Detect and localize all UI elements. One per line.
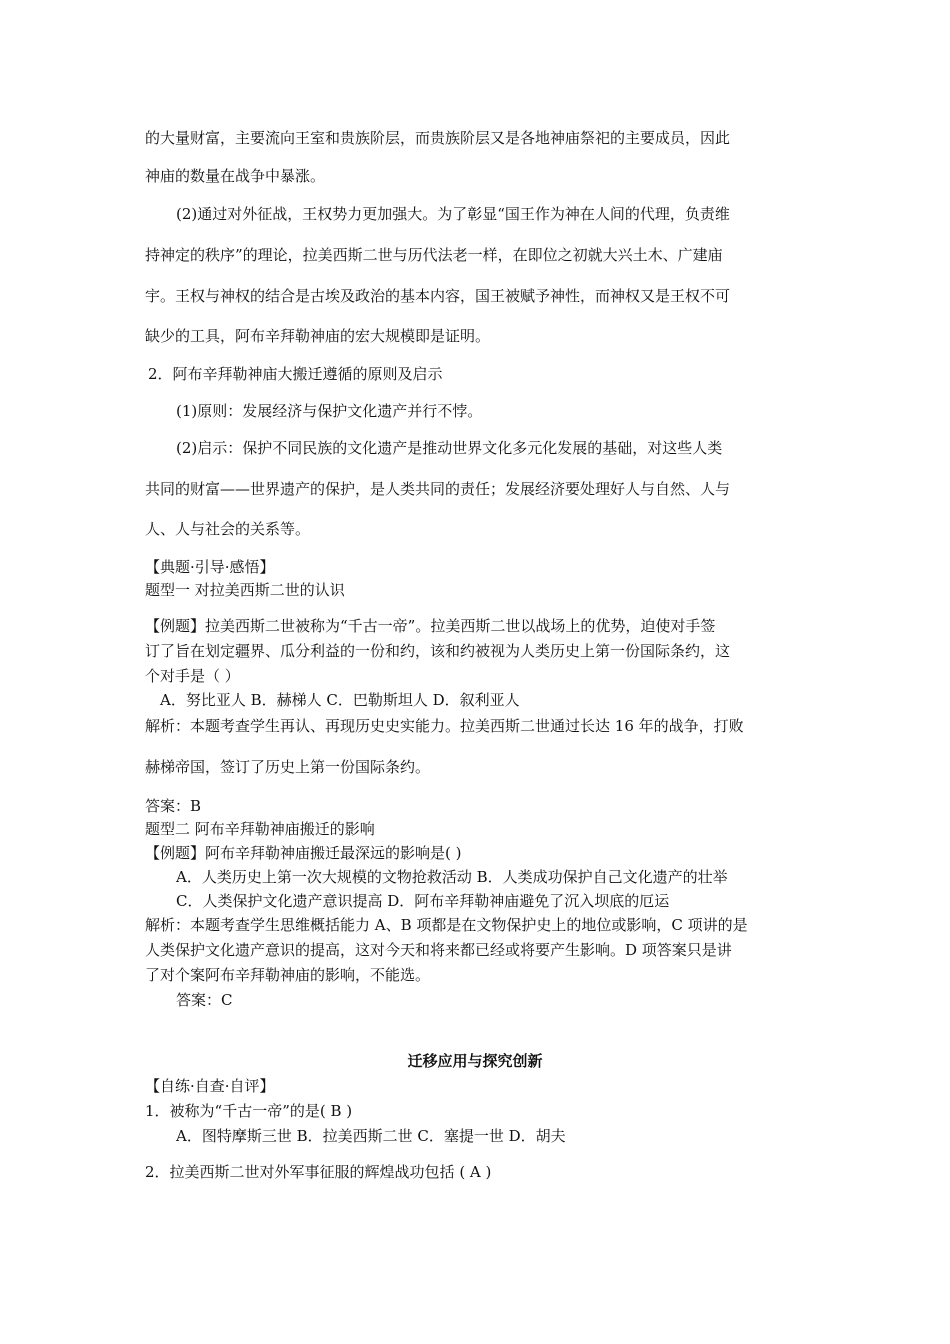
answer-options: C．人类保护文化遗产意识提高 D．阿布辛拜勒神庙避免了沉入坝底的厄运 <box>176 892 670 910</box>
paragraph-line: 的大量财富，主要流向王室和贵族阶层，而贵族阶层又是各地神庙祭祀的主要成员，因此 <box>145 129 731 147</box>
numbered-heading: 2．阿布辛拜勒神庙大搬迁遵循的原则及启示 <box>148 365 443 383</box>
question-text: 【例题】阿布辛拜勒神庙搬迁最深远的影响是( ) <box>145 844 462 862</box>
paragraph-line: 缺少的工具，阿布辛拜勒神庙的宏大规模即是证明。 <box>145 327 491 345</box>
paragraph-line: (2)启示：保护不同民族的文化遗产是推动世界文化多元化发展的基础，对这些人类 <box>176 439 723 457</box>
question-type: 题型一 对拉美西斯二世的认识 <box>145 581 345 599</box>
question-text: 2．拉美西斯二世对外军事征服的辉煌战功包括 ( A ) <box>145 1163 492 1181</box>
paragraph-line: 宇。王权与神权的结合是古埃及政治的基本内容，国王被赋予神性，而神权又是王权不可 <box>145 287 731 305</box>
analysis-text: 人类保护文化遗产意识的提高，这对今天和将来都已经或将要产生影响。D 项答案只是讲 <box>145 941 732 959</box>
answer-text: 答案：C <box>176 991 233 1009</box>
answer-text: 答案：B <box>145 797 202 815</box>
paragraph-line: 共同的财富——世界遗产的保护，是人类共同的责任；发展经济要处理好人与自然、人与 <box>145 480 731 498</box>
answer-options: A．图特摩斯三世 B．拉美西斯二世 C．塞提一世 D．胡夫 <box>176 1127 566 1145</box>
section-label: 【典题·引导·感悟】 <box>145 558 275 576</box>
section-label: 【自练·自查·自评】 <box>145 1077 275 1095</box>
question-text: 个对手是（ ） <box>145 667 240 685</box>
analysis-text: 解析：本题考查学生再认、再现历史史实能力。拉美西斯二世通过长达 16 年的战争，打败 <box>145 717 744 735</box>
paragraph-line: 人、人与社会的关系等。 <box>145 520 311 538</box>
paragraph-line: 持神定的秩序”的理论，拉美西斯二世与历代法老一样，在即位之初就大兴土木、广建庙 <box>145 246 723 264</box>
answer-options: A．努比亚人 B．赫梯人 C．巴勒斯坦人 D．叙利亚人 <box>160 691 520 709</box>
analysis-text: 解析：本题考查学生思维概括能力 A、B 项都是在文物保护史上的地位或影响，C 项讲的是 <box>145 916 748 934</box>
question-text: 订了旨在划定疆界、瓜分利益的一份和约，该和约被视为人类历史上第一份国际条约，这 <box>145 642 731 660</box>
analysis-text: 赫梯帝国，签订了历史上第一份国际条约。 <box>145 758 431 776</box>
paragraph-line: (2)通过对外征战，王权势力更加强大。为了彰显“国王作为神在人间的代理，负责维 <box>176 205 730 223</box>
answer-options: A．人类历史上第一次大规模的文物抢救活动 B．人类成功保护自己文化遗产的壮举 <box>176 868 728 886</box>
question-type: 题型二 阿布辛拜勒神庙搬迁的影响 <box>145 820 375 838</box>
paragraph-line: 神庙的数量在战争中暴涨。 <box>145 167 326 185</box>
section-title: 迁移应用与探究创新 <box>407 1052 543 1070</box>
analysis-text: 了对个案阿布辛拜勒神庙的影响，不能选。 <box>145 966 431 984</box>
question-text: 【例题】拉美西斯二世被称为“千古一帝”。拉美西斯二世以战场上的优势，迫使对手签 <box>145 617 716 635</box>
paragraph-line: (1)原则：发展经济与保护文化遗产并行不悖。 <box>176 402 483 420</box>
question-text: 1．被称为“千古一帝”的是( B ) <box>145 1102 353 1120</box>
